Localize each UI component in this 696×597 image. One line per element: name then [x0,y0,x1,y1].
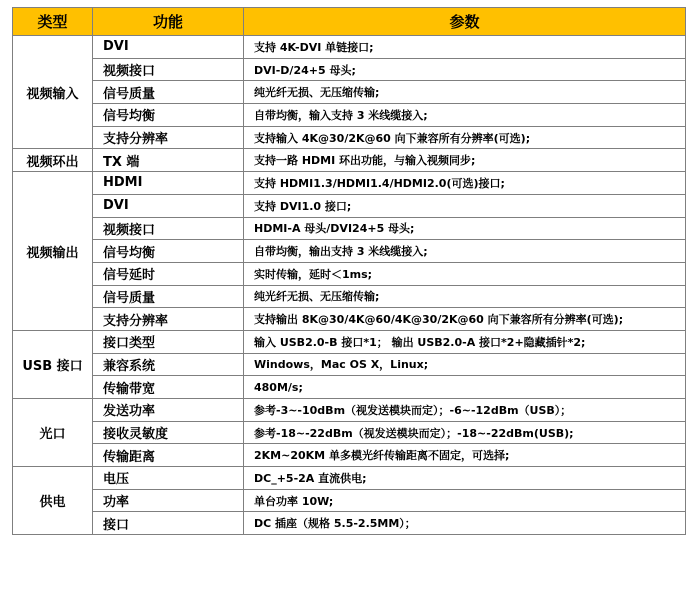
function-cell: 接口类型 [93,330,244,353]
function-cell: 信号质量 [93,285,244,308]
category-cell: 光口 [13,399,93,467]
table-row [13,240,686,263]
function-cell: 兼容系统 [93,353,244,376]
table-row [13,217,686,240]
params-cell: 实时传输，延时＜1ms; [244,262,686,285]
table-row [13,172,686,195]
header-function: 功能 [93,8,244,36]
header-type: 类型 [13,8,93,36]
function-cell: 接收灵敏度 [93,421,244,444]
function-cell: 信号均衡 [93,104,244,127]
table-row [13,104,686,127]
table-row [13,330,686,353]
params-cell: DVI-D/24+5 母头; [244,58,686,81]
table-row [13,36,686,59]
function-cell: 传输带宽 [93,376,244,399]
function-cell: DVI [93,194,244,217]
table-row [13,353,686,376]
table-row [13,58,686,81]
params-cell: 纯光纤无损、无压缩传输; [244,81,686,104]
params-cell: 输入 USB2.0-B 接口*1； 输出 USB2.0-A 接口*2+隐藏插针*2; [244,330,686,353]
function-cell: 支持分辨率 [93,308,244,331]
params-cell: 单台功率 10W; [244,489,686,512]
params-cell: 自带均衡，输入支持 3 米线缆接入; [244,104,686,127]
function-cell: HDMI [93,172,244,195]
function-cell: 视频接口 [93,217,244,240]
category-cell: USB 接口 [13,330,93,398]
function-cell: DVI [93,36,244,59]
function-cell: 支持分辨率 [93,126,244,149]
function-cell: 接口 [93,512,244,535]
params-cell: 支持输出 8K@30/4K@60/4K@30/2K@60 向下兼容所有分辨率(可选); [244,308,686,331]
spec-table [12,7,686,535]
category-cell: 视频环出 [13,149,93,172]
table-row [13,149,686,172]
category-cell: 视频输出 [13,172,93,331]
category-cell: 供电 [13,467,93,535]
table-row [13,126,686,149]
function-cell: TX 端 [93,149,244,172]
table-row [13,512,686,535]
params-cell: Windows，Mac OS X，Linux; [244,353,686,376]
table-row [13,467,686,490]
params-cell: DC_+5-2A 直流供电; [244,467,686,490]
table-row [13,399,686,422]
header-params: 参数 [244,8,686,36]
function-cell: 发送功率 [93,399,244,422]
table-body [13,36,686,535]
table-row [13,376,686,399]
function-cell: 传输距离 [93,444,244,467]
category-cell: 视频输入 [13,36,93,149]
table-row [13,489,686,512]
table-row [13,444,686,467]
params-cell: DC 插座（规格 5.5-2.5MM）； [244,512,686,535]
params-cell: 2KM~20KM 单多模光纤传输距离不固定，可选择; [244,444,686,467]
params-cell: 纯光纤无损、无压缩传输; [244,285,686,308]
table-row [13,308,686,331]
function-cell: 电压 [93,467,244,490]
function-cell: 信号质量 [93,81,244,104]
table-row [13,194,686,217]
function-cell: 视频接口 [93,58,244,81]
function-cell: 功率 [93,489,244,512]
params-cell: 支持 4K-DVI 单链接口; [244,36,686,59]
function-cell: 信号延时 [93,262,244,285]
params-cell: HDMI-A 母头/DVI24+5 母头; [244,217,686,240]
params-cell: 支持 DVI1.0 接口; [244,194,686,217]
params-cell: 参考-3~-10dBm（视发送模块而定）；-6~-12dBm（USB）； [244,399,686,422]
params-cell: 自带均衡，输出支持 3 米线缆接入; [244,240,686,263]
params-cell: 480M/s; [244,376,686,399]
table-row [13,262,686,285]
params-cell: 支持输入 4K@30/2K@60 向下兼容所有分辨率(可选); [244,126,686,149]
params-cell: 参考-18~-22dBm（视发送模块而定）；-18~-22dBm(USB); [244,421,686,444]
table-row [13,81,686,104]
function-cell: 信号均衡 [93,240,244,263]
table-row [13,421,686,444]
table-header-row [13,8,686,36]
params-cell: 支持 HDMI1.3/HDMI1.4/HDMI2.0(可选)接口; [244,172,686,195]
params-cell: 支持一路 HDMI 环出功能，与输入视频同步; [244,149,686,172]
table-row [13,285,686,308]
